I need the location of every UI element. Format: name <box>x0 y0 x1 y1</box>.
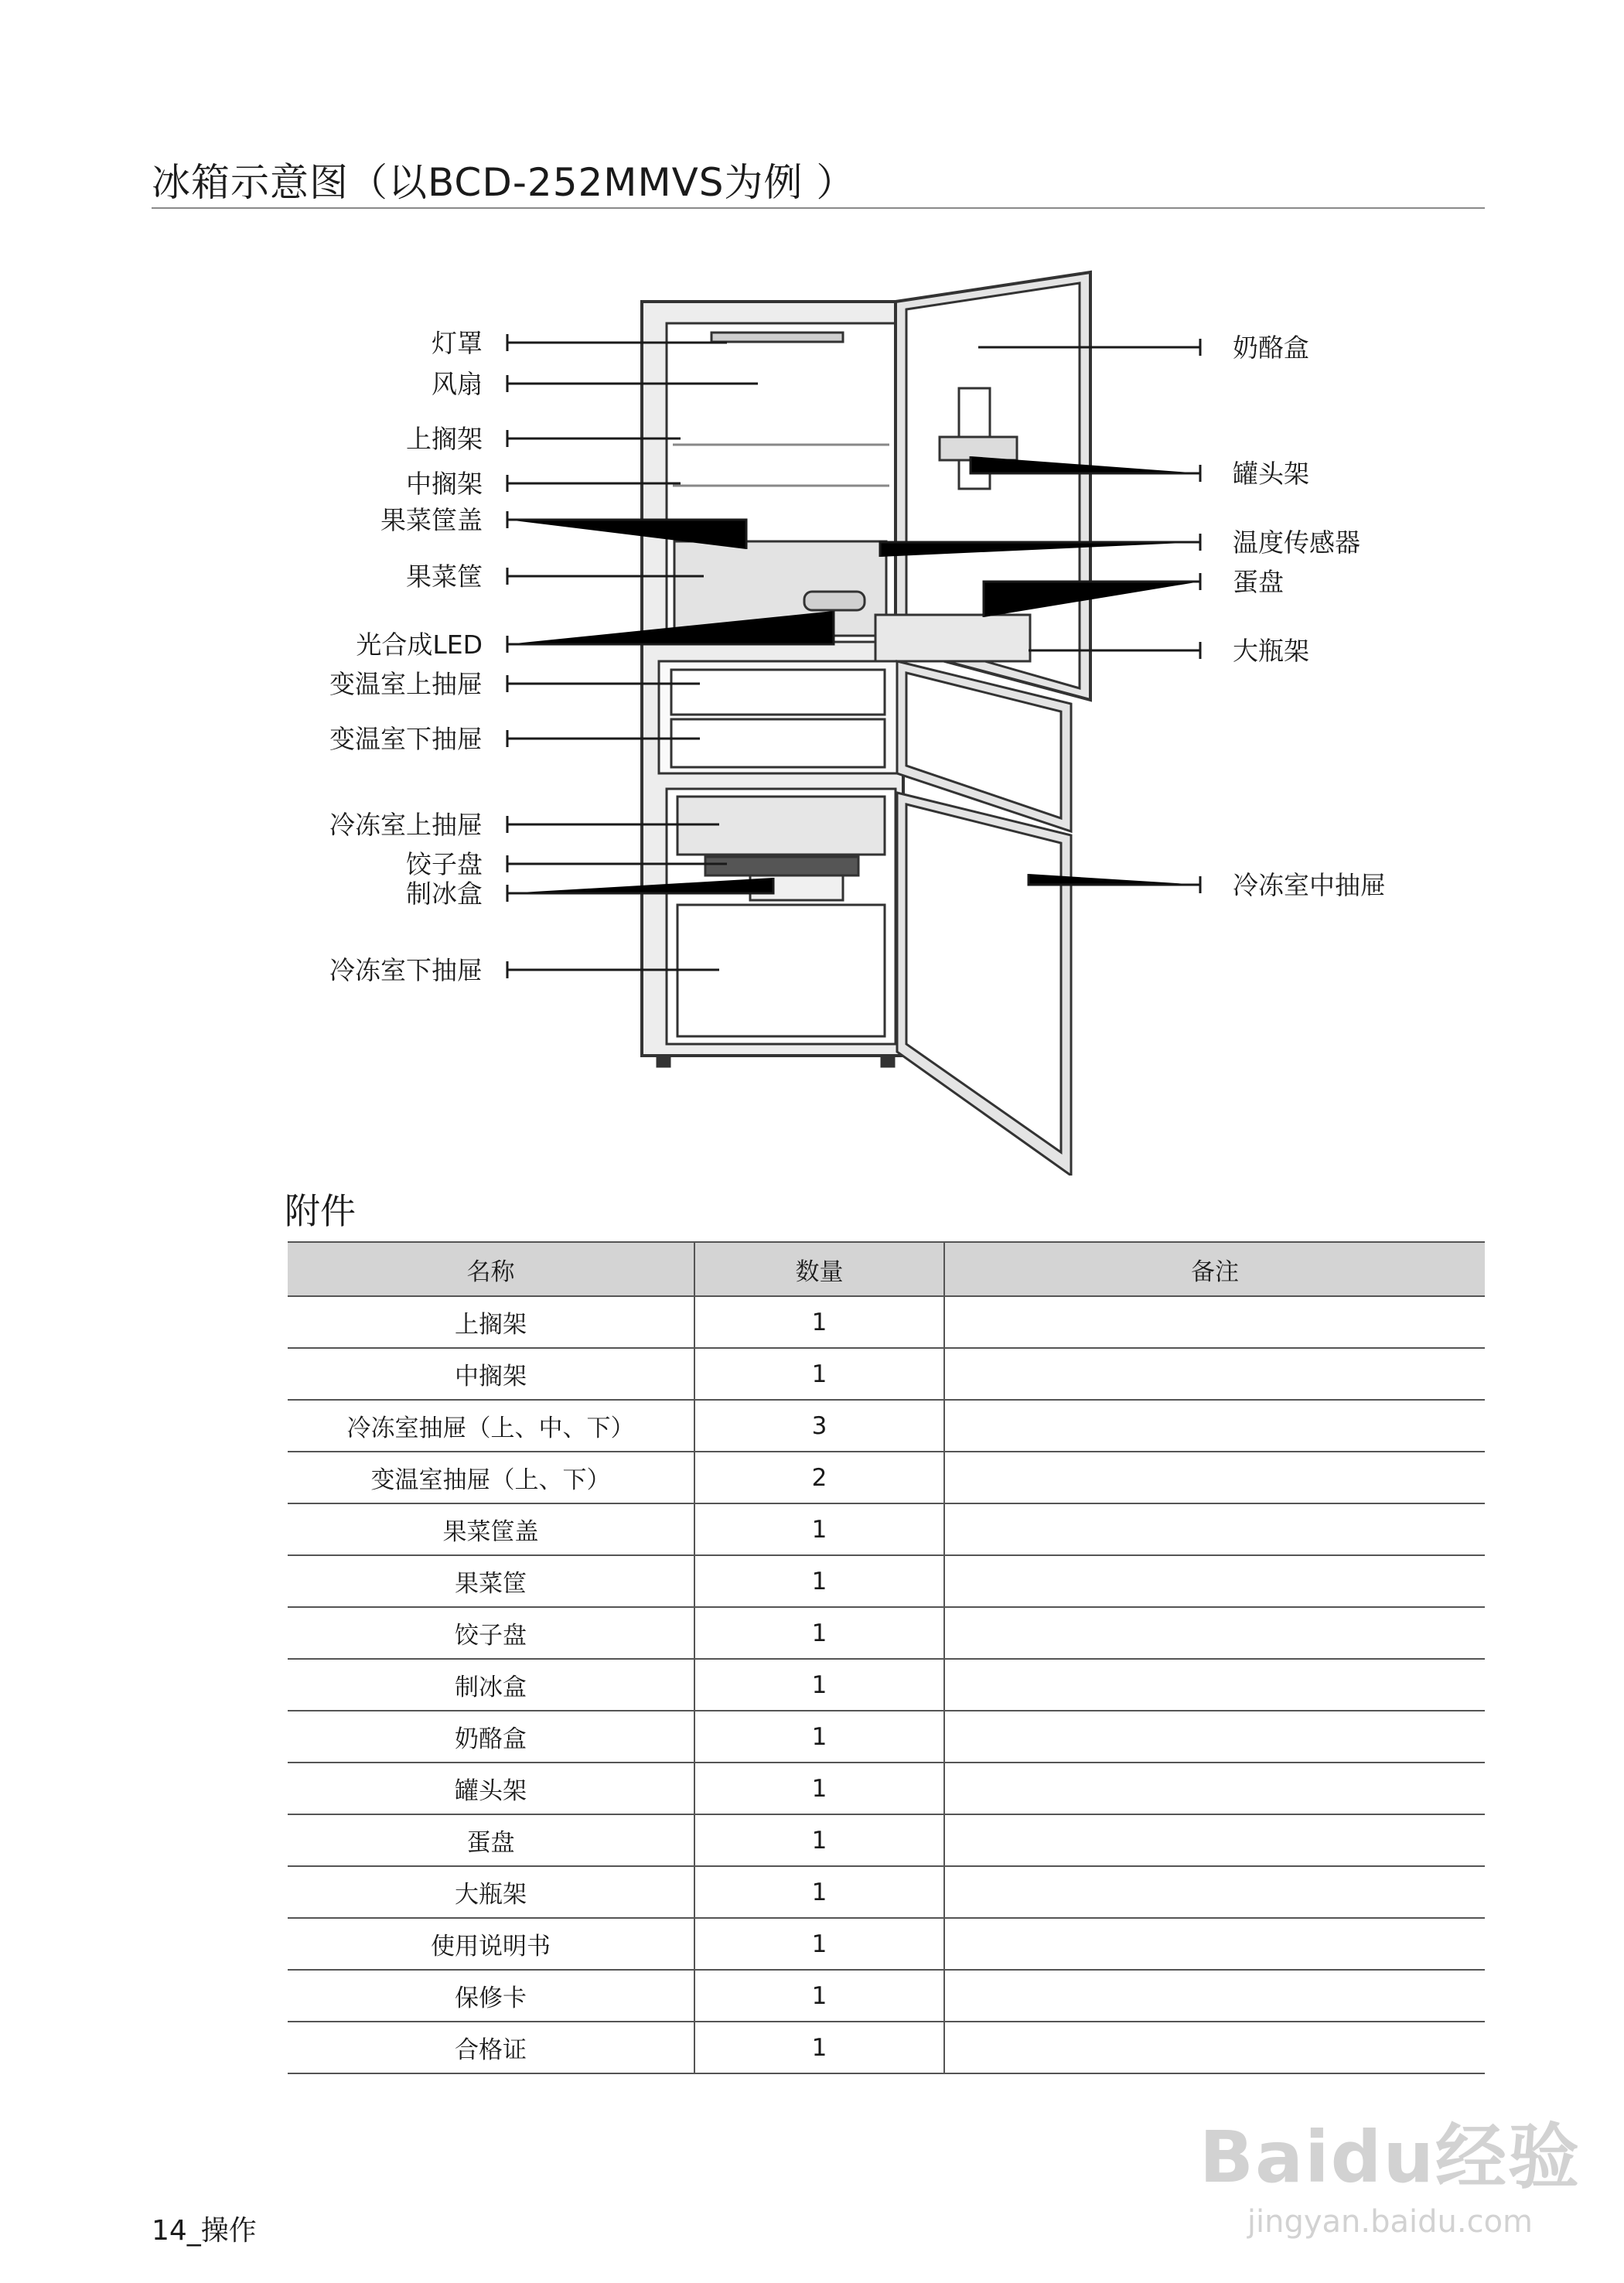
label-egg-tray: 蛋盘 <box>1233 567 1284 597</box>
cell-note <box>944 1814 1485 1866</box>
variable-temp-lower-drawer <box>671 719 885 767</box>
cell-note <box>944 1400 1485 1452</box>
can-rack <box>940 437 1017 460</box>
foot-right <box>882 1056 894 1066</box>
foot-left <box>657 1056 670 1066</box>
cell-note <box>944 1503 1485 1555</box>
cell-qty: 1 <box>694 1918 944 1970</box>
table-row <box>288 1607 1485 1659</box>
cell-name: 上搁架 <box>288 1296 694 1348</box>
page-footer: 14_操作 <box>152 2215 257 2247</box>
cell-name: 变温室抽屉（上、下） <box>288 1452 694 1503</box>
cell-name: 中搁架 <box>288 1348 694 1400</box>
cell-qty: 1 <box>694 2022 944 2073</box>
table-row <box>288 2022 1485 2073</box>
table-row <box>288 1659 1485 1711</box>
cell-qty: 1 <box>694 1555 944 1607</box>
cell-name: 饺子盘 <box>288 1607 694 1659</box>
label-fan: 风扇 <box>432 369 483 399</box>
cell-name: 大瓶架 <box>288 1866 694 1918</box>
label-temp-sensor: 温度传感器 <box>1233 527 1360 558</box>
header-name: 名称 <box>288 1242 694 1296</box>
cell-qty: 1 <box>694 1866 944 1918</box>
cell-note <box>944 1970 1485 2022</box>
watermark <box>1199 2100 1581 2240</box>
dumpling-tray <box>705 857 858 875</box>
cell-note <box>944 1452 1485 1503</box>
cell-note <box>944 1607 1485 1659</box>
table-row <box>288 1711 1485 1763</box>
label-light-cover: 灯罩 <box>432 328 483 358</box>
watermark-url: jingyan.baidu.com <box>1247 2204 1534 2240</box>
table-row <box>288 1503 1485 1555</box>
cell-qty: 1 <box>694 1814 944 1866</box>
accessories-title: 附件 <box>285 1190 356 1232</box>
cell-note <box>944 1866 1485 1918</box>
cell-note <box>944 1659 1485 1711</box>
label-freezer-middle-drawer: 冷冻室中抽屉 <box>1233 870 1386 900</box>
cell-qty: 1 <box>694 1970 944 2022</box>
cell-qty: 2 <box>694 1452 944 1503</box>
cell-qty: 3 <box>694 1400 944 1452</box>
right-labels <box>1233 333 1386 900</box>
cell-note <box>944 1296 1485 1348</box>
label-variable-upper-drawer: 变温室上抽屉 <box>329 669 483 699</box>
cell-name: 冷冻室抽屉（上、中、下） <box>288 1400 694 1452</box>
accessories-table <box>288 1241 1485 2074</box>
cell-qty: 1 <box>694 1659 944 1711</box>
table-row <box>288 1452 1485 1503</box>
fridge-illustration <box>642 272 1090 1176</box>
cell-name: 蛋盘 <box>288 1814 694 1866</box>
table-row <box>288 1555 1485 1607</box>
cell-qty: 1 <box>694 1348 944 1400</box>
page-title: 冰箱示意图（以BCD-252MMVS为例 ） <box>152 160 856 205</box>
cell-note <box>944 1918 1485 1970</box>
label-freezer-lower-drawer: 冷冻室下抽屉 <box>329 955 483 985</box>
cell-note <box>944 1763 1485 1814</box>
led-panel <box>804 592 865 610</box>
cell-qty: 1 <box>694 1503 944 1555</box>
cell-name: 合格证 <box>288 2022 694 2073</box>
cell-name: 制冰盒 <box>288 1659 694 1711</box>
label-crisper: 果菜筐 <box>406 561 483 592</box>
label-crisper-cover: 果菜筐盖 <box>380 505 483 535</box>
left-labels <box>329 328 483 985</box>
table-row <box>288 1918 1485 1970</box>
cell-name: 罐头架 <box>288 1763 694 1814</box>
cell-qty: 1 <box>694 1607 944 1659</box>
label-can-rack: 罐头架 <box>1233 459 1309 489</box>
label-cheese-box: 奶酪盒 <box>1233 333 1309 363</box>
table-row <box>288 1763 1485 1814</box>
label-bottle-rack: 大瓶架 <box>1233 636 1309 666</box>
label-ice-tray: 制冰盒 <box>406 879 483 909</box>
table-row <box>288 1814 1485 1866</box>
cell-note <box>944 1711 1485 1763</box>
cell-note <box>944 1555 1485 1607</box>
table-row <box>288 1400 1485 1452</box>
cell-qty: 1 <box>694 1296 944 1348</box>
label-freezer-upper-drawer: 冷冻室上抽屉 <box>329 810 483 840</box>
label-dumpling-tray: 饺子盘 <box>406 849 483 879</box>
cell-qty: 1 <box>694 1711 944 1763</box>
light-cover <box>711 333 843 342</box>
cell-qty: 1 <box>694 1763 944 1814</box>
cell-note <box>944 2022 1485 2073</box>
label-upper-shelf: 上搁架 <box>406 424 483 454</box>
table-header-row <box>288 1242 1485 1296</box>
cell-name: 保修卡 <box>288 1970 694 2022</box>
cell-note <box>944 1348 1485 1400</box>
header-note: 备注 <box>944 1242 1485 1296</box>
cell-name: 使用说明书 <box>288 1918 694 1970</box>
table-row <box>288 1970 1485 2022</box>
label-middle-shelf: 中搁架 <box>406 469 483 499</box>
table-row <box>288 1296 1485 1348</box>
cell-name: 果菜筐盖 <box>288 1503 694 1555</box>
table-row <box>288 1348 1485 1400</box>
cell-name: 果菜筐 <box>288 1555 694 1607</box>
header-qty: 数量 <box>694 1242 944 1296</box>
cell-name: 奶酪盒 <box>288 1711 694 1763</box>
label-photosynthesis-led: 光合成LED <box>356 630 483 660</box>
watermark-logo: Baidu经验 <box>1199 2116 1581 2199</box>
table-row <box>288 1866 1485 1918</box>
label-variable-lower-drawer: 变温室下抽屉 <box>329 724 483 754</box>
variable-temp-upper-drawer <box>671 670 885 715</box>
bottle-rack <box>875 615 1030 661</box>
